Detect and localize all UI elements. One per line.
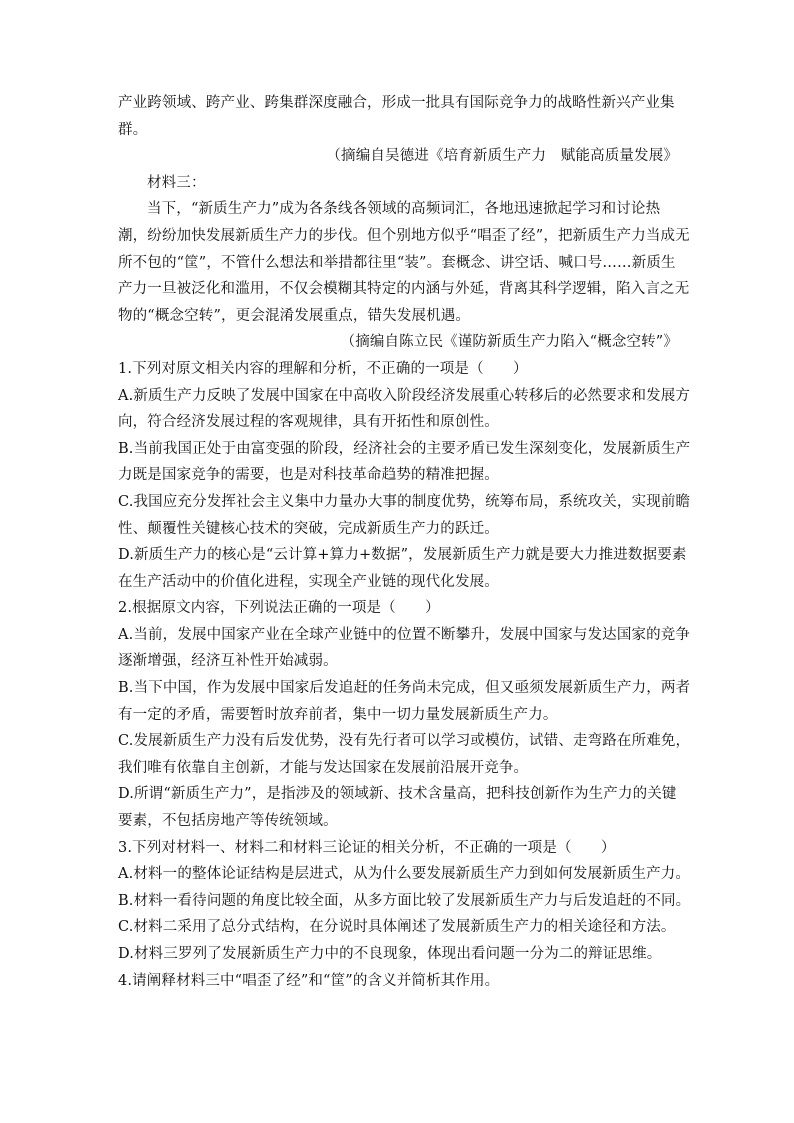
text-line: 3.下列对材料一、材料二和材料三论证的相关分析，不正确的一项是（ ）	[118, 839, 616, 856]
document-text	[118, 90, 691, 994]
text-line: （摘编自吴德进《培育新质生产力 赋能高质量发展》	[326, 148, 678, 165]
text-line: 材料三：	[147, 174, 206, 191]
text-line: 性、颠覆性关键核心技术的突破，完成新质生产力的跃迁。	[118, 520, 499, 537]
text-line: B.当下中国，作为发展中国家后发追赶的任务尚未完成，但又亟须发展新质生产力，两者	[118, 680, 691, 697]
text-line: B.材料一看待问题的角度比较全面，从多方面比较了发展新质生产力与后发追赶的不同。	[118, 892, 691, 909]
text-line: A.材料一的整体论证结构是层进式，从为什么要发展新质生产力到如何发展新质生产力。	[118, 866, 691, 883]
text-line: 我们唯有依靠自主创新，才能与发达国家在发展前沿展开竞争。	[118, 759, 529, 776]
text-line: （摘编自陈立民《谨防新质生产力陷入“概念空转”》	[340, 334, 678, 351]
text-line: B.当前我国正处于由富变强的阶段，经济社会的主要矛盾已发生深刻变化，发展新质生产	[118, 440, 691, 457]
text-line: 产力一旦被泛化和滥用，不仅会模糊其特定的内涵与外延，背离其科学逻辑，陷入言之无	[118, 281, 690, 298]
text-line: 所不包的“筐”，不管什么想法和举措都往里“装”。套概念、讲空话、喊口号……新质生	[118, 254, 676, 271]
text-line: 要素，不包括房地产等传统领域。	[118, 813, 338, 830]
text-line: 产业跨领域、跨产业、跨集群深度融合，形成一批具有国际竞争力的战略性新兴产业集	[118, 95, 675, 111]
text-line: 群。	[118, 121, 148, 138]
text-line: 物的“概念空转”，更会混淆发展重点，错失发展机遇。	[118, 307, 471, 324]
text-line: 向，符合经济发展过程的客观规律，具有开拓性和原创性。	[118, 414, 499, 431]
text-line: 当下，“新质生产力”成为各条线各领域的高频词汇，各地迅速掀起学习和讨论热	[147, 201, 661, 218]
text-line: 有一定的矛盾，需要暂时放弃前者，集中一切力量发展新质生产力。	[118, 706, 558, 723]
text-line: A.新质生产力反映了发展中国家在中高收入阶段经济发展重心转移后的必然要求和发展方	[118, 387, 691, 404]
text-line: C.发展新质生产力没有后发优势，没有先行者可以学习或模仿，试错、走弯路在所难免，	[118, 733, 691, 750]
text-line: D.新质生产力的核心是“云计算+算力+数据”，发展新质生产力就是要大力推进数据要素	[118, 547, 687, 564]
text-line: D.材料三罗列了发展新质生产力中的不良现象，体现出看问题一分为二的辩证思维。	[118, 946, 662, 962]
text-line: 4.请阐释材料三中“唱歪了经”和“筐”的含义并简析其作用。	[118, 972, 500, 989]
text-line: 力既是国家竞争的需要，也是对科技革命趋势的精准把握。	[118, 467, 499, 484]
text-line: 1.下列对原文相关内容的理解和分析，不正确的一项是（ ）	[118, 360, 528, 377]
text-line: 潮，纷纷加快发展新质生产力的步伐。但个别地方似乎“唱歪了经”，把新质生产力当成无	[118, 227, 690, 244]
text-line: 逐渐增强，经济互补性开始减弱。	[118, 653, 338, 670]
text-line: A.当前，发展中国家产业在全球产业链中的位置不断攀升，发展中国家与发达国家的竞争	[118, 626, 691, 643]
text-line: 在生产活动中的价值化进程，实现全产业链的现代化发展。	[118, 573, 499, 590]
text-line: C.我国应充分发挥社会主义集中力量办大事的制度优势，统筹布局，系统攻关，实现前瞻	[118, 493, 691, 510]
text-line: 2.根据原文内容，下列说法正确的一项是（ ）	[118, 600, 440, 617]
text-line: C.材料二采用了总分式结构，在分说时具体阐述了发展新质生产力的相关途径和方法。	[118, 919, 676, 936]
text-line: D.所谓“新质生产力”，是指涉及的领域新、技术含量高，把科技创新作为生产力的关键	[118, 786, 677, 803]
